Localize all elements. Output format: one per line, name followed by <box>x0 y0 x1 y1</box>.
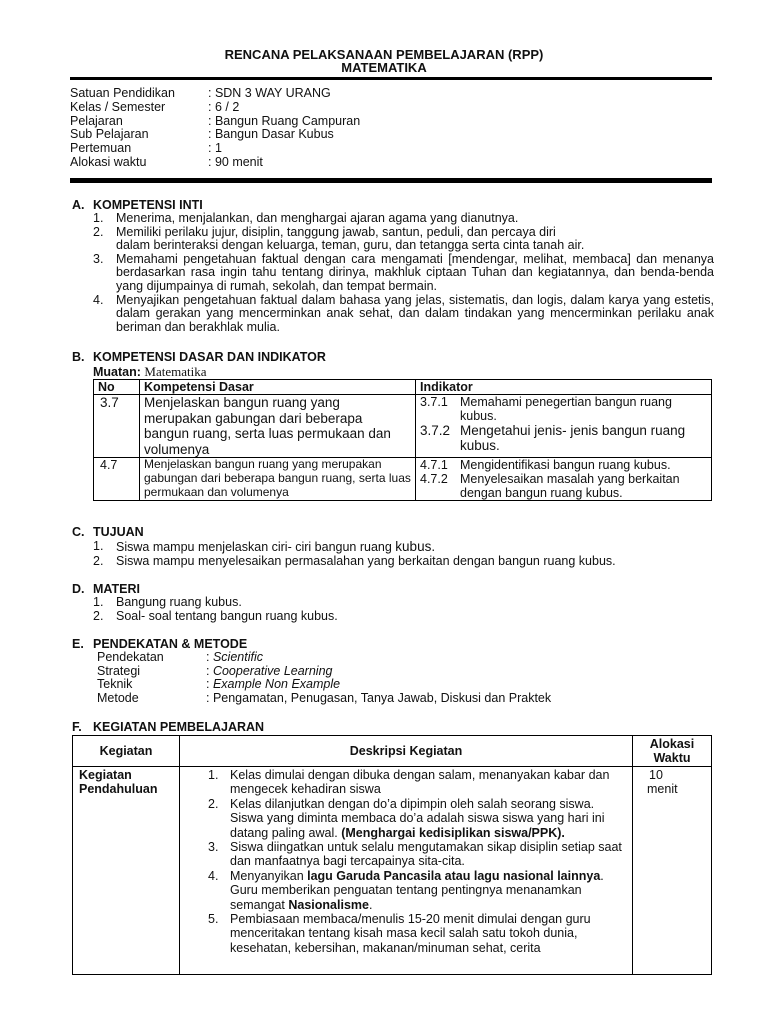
method-row: Strategi : Cooperative Learning <box>97 663 333 678</box>
table-row <box>94 458 712 501</box>
kegiatan-name: Kegiatan Pendahuluan <box>73 767 180 975</box>
info-value: : 1 <box>208 141 222 156</box>
list-item: 4. Menyajikan pengetahuan faktual dalam bahasa yang jelas, sistematis, dan logis, dalam karya yang estetis, dalam gerakan yang mencerminkan anak sehat, dan dalam tindakan yang mencerminkan perilaku anak beriman dan berakhlak mulia. <box>93 292 714 334</box>
row-no: 4.7 <box>94 458 140 501</box>
info-value: : Bangun Ruang Campuran <box>208 113 361 128</box>
column-header: Indikator <box>416 380 712 395</box>
column-header: Kompetensi Dasar <box>140 380 416 395</box>
step-text-part: Siswa diingatkan untuk selalu mengutamakan sikap disiplin setiap saat dan manfaatnya bagi tercapainya sita-cita. <box>230 840 622 869</box>
info-row <box>70 128 360 142</box>
materi-list <box>93 596 714 623</box>
method-row: Teknik : Example Non Example <box>97 677 341 692</box>
step-text-part: lagu Garuda Pancasila atau lagu nasional lainnya <box>307 868 601 883</box>
muatan-value: Matematika <box>144 364 207 379</box>
column-header: Kegiatan <box>73 736 180 767</box>
info-row <box>70 115 360 129</box>
kompetensi-dasar-table <box>93 379 712 501</box>
info-value: : 6 / 2 <box>208 99 240 114</box>
table-row <box>73 767 712 975</box>
method-row: Metode : Pengamatan, Penugasan, Tanya Jawab, Diskusi dan Praktek <box>97 690 552 705</box>
info-key: Pelajaran <box>70 113 123 128</box>
identity-block <box>70 87 360 170</box>
waktu-unit: menit <box>647 782 678 797</box>
info-row <box>70 156 360 170</box>
document-subject: MATEMATIKA <box>341 60 427 75</box>
section-heading-e: E. PENDEKATAN & METODE <box>72 637 248 651</box>
info-value: : Bangun Dasar Kubus <box>208 127 334 142</box>
section-heading-b: B. KOMPETENSI DASAR DAN INDIKATOR <box>72 350 326 364</box>
list-item: 1. Bangung ruang kubus. <box>93 595 242 609</box>
step-text-part: (Menghargai kedisiplikan siswa/PPK). <box>341 825 565 840</box>
info-key: Alokasi waktu <box>70 154 147 169</box>
info-row <box>70 142 360 156</box>
row-kd: Menjelaskan bangun ruang yang merupakan gabungan dari beberapa bangun ruang, serta luas permukaan dan volumenya <box>140 458 416 501</box>
step-text-part: Kelas dilanjutkan dengan do’a dipimpin oleh salah seorang siswa. Siswa yang diminta membaca do’a adalah siswa siswa yang hari ini datang paling awal. <box>230 796 605 840</box>
step-item: 2. Kelas dilanjutkan dengan do’a dipimpin oleh salah seorang siswa. Siswa yang diminta membaca do’a adalah siswa siswa yang hari ini datang paling awal. (Menghargai kedisiplikan siswa/PPK). <box>208 796 605 840</box>
section-heading-f: F. KEGIATAN PEMBELAJARAN <box>72 720 265 734</box>
alokasi-waktu <box>633 767 712 975</box>
column-header: No <box>94 380 140 395</box>
info-key: Sub Pelajaran <box>70 127 149 142</box>
kegiatan-steps <box>180 767 633 975</box>
thick-rule <box>70 178 712 183</box>
step-text-part: . Guru memberikan penguatan tentang pentingnya menanamkan semangat <box>230 868 604 912</box>
info-value: : SDN 3 WAY URANG <box>208 86 331 100</box>
muatan-label: Muatan: <box>93 365 141 379</box>
row-indikator: 4.7.1 Mengidentifikasi bangun ruang kubus. 4.7.2 Menyelesaikan masalah yang berkaitan dengan bangun ruang kubus. <box>416 458 712 501</box>
column-header: Alokasi Waktu <box>633 736 712 767</box>
info-value: : 90 menit <box>208 154 263 169</box>
info-row <box>70 87 360 101</box>
step-text-part: Pembiasaan membaca/menulis 15-20 menit dimulai dengan guru menceritakan tentang kisah masa kecil salah satu tokoh dunia, kesehatan, kebersihan, makanan/minuman sehat, cerita <box>230 912 591 955</box>
step-text-part: Menyanyikan <box>230 868 308 883</box>
table-row <box>94 395 712 458</box>
info-key: Satuan Pendidikan <box>70 86 175 100</box>
info-key: Pertemuan <box>70 141 132 156</box>
info-row <box>70 101 360 115</box>
step-item: 4. Menyanyikan lagu Garuda Pancasila atau lagu nasional lainnya. Guru memberikan penguatan tentang pentingnya menanamkan semangat Nasionalisme. <box>208 868 604 912</box>
list-item: 1. Siswa mampu menjelaskan ciri- ciri bangun ruang kubus. <box>93 539 436 554</box>
step-text-part: . <box>368 897 373 912</box>
section-heading-d: D. MATERI <box>72 582 140 596</box>
list-item: 2. Siswa mampu menyelesaikan permasalahan yang berkaitan dengan bangun ruang kubus. <box>93 553 616 568</box>
step-item: 5. Pembiasaan membaca/menulis 15-20 menit dimulai dengan guru menceritakan tentang kisah masa kecil salah satu tokoh dunia, kesehatan, kebersihan, makanan/minuman sehat, cerita <box>208 912 591 955</box>
top-rule <box>70 77 712 80</box>
step-item: 3. Siswa diingatkan untuk selalu mengutamakan sikap disiplin setiap saat dan manfaatnya bagi tercapainya sita-cita. <box>208 840 622 869</box>
column-header: Deskripsi Kegiatan <box>180 736 633 767</box>
list-item: 2. Memiliki perilaku jujur, disiplin, tanggung jawab, santun, peduli, dan percaya diri dalam berinteraksi dengan keluarga, teman, guru, dan tetangga serta cinta tanah air. <box>93 224 585 253</box>
kompetensi-inti-list <box>93 212 714 334</box>
muatan-line <box>93 364 207 380</box>
step-text-part: Kelas dimulai dengan dibuka dengan salam, menanyakan kabar dan mengecek kehadiran siswa <box>230 768 610 797</box>
table-header-row <box>73 736 712 767</box>
tujuan-list <box>93 540 714 568</box>
row-indikator: 3.7.1 Memahami penegertian bangun ruang kubus. 3.7.2 Mengetahui jenis- jenis bangun ruang kubus. <box>416 395 712 458</box>
pendekatan-block <box>97 651 551 705</box>
row-kd: Menjelaskan bangun ruang yang merupakan gabungan dari beberapa bangun ruang, serta luas permukaan dan volumenya <box>140 395 416 458</box>
step-item: 1. Kelas dimulai dengan dibuka dengan salam, menanyakan kabar dan mengecek kehadiran siswa <box>208 768 610 797</box>
list-item: 2. Soal- soal tentang bangun ruang kubus. <box>93 608 338 623</box>
row-no: 3.7 <box>94 395 140 458</box>
table-header-row <box>94 380 712 395</box>
step-text-part: Nasionalisme <box>288 897 369 912</box>
list-item: 1. Menerima, menjalankan, dan menghargai ajaran agama yang dianutnya. <box>93 211 519 225</box>
document-title: RENCANA PELAKSANAAN PEMBELAJARAN (RPP) <box>224 47 544 62</box>
list-item: 3. Memahami pengetahuan faktual dengan cara mengamati [mendengar, melihat, membaca] dan menanya berdasarkan rasa ingin tahu tentang dirinya, makhluk ciptaan Tuhan dan kegiatannya, dan benda-benda yang dijumpainya di rumah, sekolah, dan tempat bermain. <box>93 251 714 293</box>
kegiatan-table <box>72 735 712 975</box>
section-heading-a: A. KOMPETENSI INTI <box>72 198 203 212</box>
info-key: Kelas / Semester <box>70 99 166 114</box>
waktu-number: 10 <box>649 768 663 782</box>
section-heading-c: C. TUJUAN <box>72 525 144 539</box>
method-row: Pendekatan : Scientific <box>97 650 263 664</box>
